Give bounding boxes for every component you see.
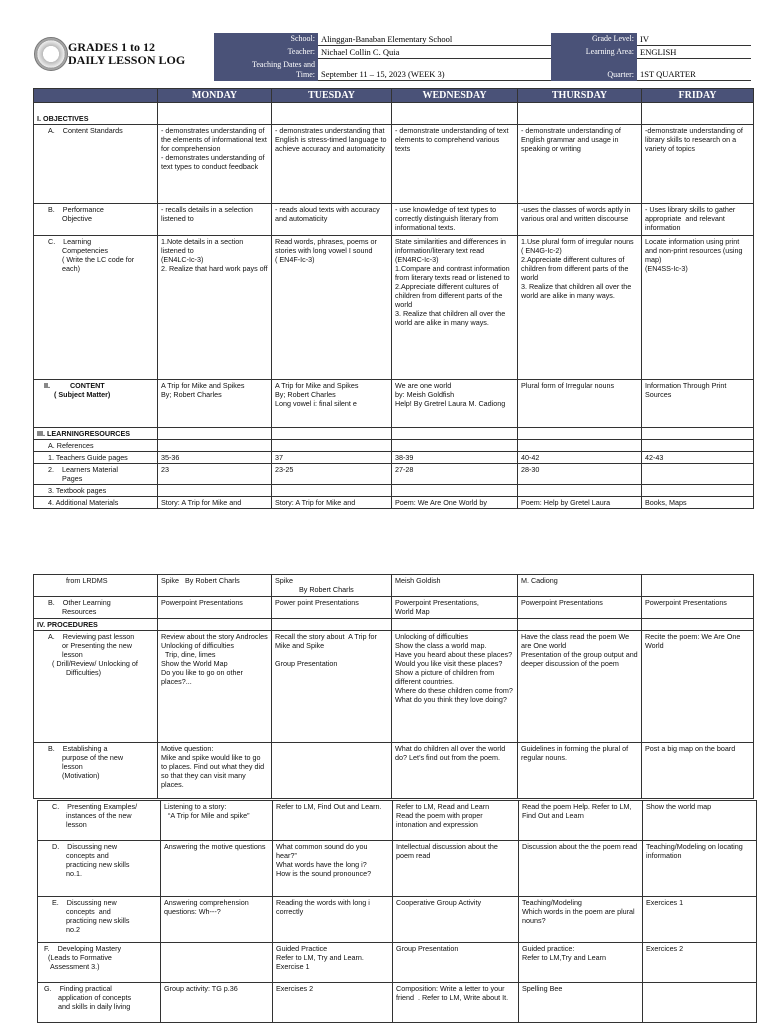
additional-tuesday: Story: A Trip for Mike and	[272, 497, 392, 509]
empty-cell	[642, 440, 754, 452]
day-header-monday: MONDAY	[158, 89, 272, 103]
teacher-label: Teacher:	[214, 46, 318, 59]
tg-monday: 35-36	[158, 452, 272, 464]
content-thursday: Plural form of Irregular nouns	[518, 380, 642, 428]
lesson-table-part3	[37, 800, 757, 1023]
textbook-tuesday	[272, 485, 392, 497]
empty-cell	[272, 103, 392, 125]
competencies-monday: 1.Note details in a section listened to (EN4LC-Ic-3) 2. Realize that hard work pays off	[158, 236, 272, 380]
row-label-lm: 2. Learners Material Pages	[34, 464, 158, 485]
content-monday: A Trip for Mike and Spikes By; Robert Charles	[158, 380, 272, 428]
review-thursday: Have the class read the poem We are One world Presentation of the group output and deeper discussion of the poem	[518, 631, 642, 743]
empty-cell	[518, 103, 642, 125]
lm-thursday: 28-30	[518, 464, 642, 485]
empty-cell	[392, 440, 518, 452]
empty-cell	[158, 428, 272, 440]
discussing2-wednesday: Cooperative Group Activity	[393, 897, 519, 943]
lesson-table-part2	[33, 574, 754, 799]
discussing1-thursday: Discussion about the the poem read	[519, 841, 643, 897]
purpose-monday: Motive question: Mike and spike would like to go to places. Find out what they did so that they can visit many places.	[158, 743, 272, 799]
mastery-monday	[161, 943, 273, 983]
competencies-tuesday: Read words, phrases, poems or stories with long vowel I sound ( EN4F-Ic-3)	[272, 236, 392, 380]
tg-thursday: 40-42	[518, 452, 642, 464]
empty-cell	[642, 619, 754, 631]
finding-monday: Group activity: TG p.36	[161, 983, 273, 1023]
empty-cell	[518, 428, 642, 440]
review-wednesday: Unlocking of difficulties Show the class a world map. Have you heard about these places? Would you like visit these places? Show a picture of children from different countries. Where do these children come from? What do you think they love doing?	[392, 631, 518, 743]
other-tuesday: Power point Presentations	[272, 597, 392, 619]
purpose-friday: Post a big map on the board	[642, 743, 754, 799]
dates-label-2: Time:	[296, 69, 315, 79]
row-label-lrdms: from LRDMS	[34, 575, 158, 597]
references-heading: A. References	[34, 440, 158, 452]
discussing1-tuesday: What common sound do you hear?” What words have the long i? How is the sound pronounce?	[273, 841, 393, 897]
presenting-friday: Show the world map	[643, 801, 757, 841]
empty-cell	[518, 440, 642, 452]
lrdms-thursday: M. Cadiong	[518, 575, 642, 597]
day-header-wednesday: WEDNESDAY	[392, 89, 518, 103]
form-title	[68, 41, 185, 67]
row-label-mastery: F. Developing Mastery (Leads to Formative Assessment 3.)	[38, 943, 161, 983]
additional-monday: Story: A Trip for Mike and	[158, 497, 272, 509]
day-header-friday: FRIDAY	[642, 89, 754, 103]
empty-cell	[272, 619, 392, 631]
row-label-discussing1: D. Discussing new concepts and practicing new skills no.1.	[38, 841, 161, 897]
performance-tuesday: - reads aloud texts with accuracy and automaticity	[272, 204, 392, 236]
quarter-value: 1ST QUARTER	[637, 59, 751, 81]
finding-tuesday: Exercises 2	[273, 983, 393, 1023]
empty-cell	[158, 103, 272, 125]
finding-thursday: Spelling Bee	[519, 983, 643, 1023]
content-standards-tuesday: - demonstrates understanding that English is stress-timed language to achieve accuracy and automaticity	[272, 125, 392, 204]
finding-friday	[643, 983, 757, 1023]
other-thursday: Powerpoint Presentations	[518, 597, 642, 619]
purpose-tuesday	[272, 743, 392, 799]
discussing2-monday: Answering comprehension questions: Wh---?	[161, 897, 273, 943]
row-label-purpose: B. Establishing a purpose of the new lesson (Motivation)	[34, 743, 158, 799]
competencies-wednesday: State similarities and differences in information/literary text read (EN4RC-Ic-3) 1.Compare and contrast information from literary texts read or listened to 2.Appreciate different cultures of children from different parts of the world 3. Realize that children all over the world are alike in many ways.	[392, 236, 518, 380]
lrdms-tuesday: Spike By Robert Charls	[272, 575, 392, 597]
row-label-discussing2: E. Discussing new concepts and practicing new skills no.2	[38, 897, 161, 943]
lm-monday: 23	[158, 464, 272, 485]
row-label-content: II. CONTENT ( Subject Matter)	[34, 380, 158, 428]
discussing1-monday: Answering the motive questions	[161, 841, 273, 897]
header-info-table	[214, 33, 751, 81]
competencies-friday: Locate information using print and non-print resources (using map) (EN4SS-Ic-3)	[642, 236, 754, 380]
school-label: School:	[214, 33, 318, 46]
deped-seal	[34, 37, 68, 71]
other-monday: Powerpoint Presentations	[158, 597, 272, 619]
day-header-thursday: THURSDAY	[518, 89, 642, 103]
presenting-thursday: Read the poem Help. Refer to LM, Find Out and Learn	[519, 801, 643, 841]
mastery-wednesday: Group Presentation	[393, 943, 519, 983]
performance-wednesday: - use knowledge of text types to correctly distinguish literary from informational texts.	[392, 204, 518, 236]
row-label-performance: B. Performance Objective	[34, 204, 158, 236]
competencies-thursday: 1.Use plural form of irregular nouns ( EN4G-Ic-2) 2.Appreciate different cultures of children from different parts of the world 3. Realize that children all over the world are alike in many ways.	[518, 236, 642, 380]
lrdms-monday: Spike By Robert Charls	[158, 575, 272, 597]
performance-thursday: -uses the classes of words aptly in various oral and written discourse	[518, 204, 642, 236]
additional-thursday: Poem: Help by Gretel Laura	[518, 497, 642, 509]
row-label-other-resources: B. Other Learning Resources	[34, 597, 158, 619]
other-friday: Powerpoint Presentations	[642, 597, 754, 619]
textbook-wednesday	[392, 485, 518, 497]
presenting-monday: Listening to a story: “A Trip for Mile and spike”	[161, 801, 273, 841]
review-monday: Review about the story Androcles Unlocking of difficulties Trip, dine, limes Show the World Map Do you like to go on other places?...	[158, 631, 272, 743]
dates-label-1: Teaching Dates and	[252, 59, 315, 69]
tg-friday: 42-43	[642, 452, 754, 464]
review-friday: Recite the poem: We Are One World	[642, 631, 754, 743]
empty-cell	[272, 428, 392, 440]
area-label: Learning Area:	[551, 46, 637, 59]
empty-cell	[392, 428, 518, 440]
empty-cell	[392, 103, 518, 125]
empty-cell	[158, 619, 272, 631]
title-line1: GRADES 1 to 12	[68, 40, 156, 54]
content-friday: Information Through Print Sources	[642, 380, 754, 428]
objectives-heading: I. OBJECTIVES	[34, 103, 158, 125]
resources-heading: III. LEARNINGRESOURCES	[34, 428, 158, 440]
discussing1-wednesday: Intellectual discussion about the poem read	[393, 841, 519, 897]
empty-cell	[272, 440, 392, 452]
content-standards-monday: - demonstrates understanding of the elements of informational text for comprehension - demonstrates understanding of text types to conduct feedback	[158, 125, 272, 204]
row-label-additional: 4. Additional Materials	[34, 497, 158, 509]
content-tuesday: A Trip for Mike and Spikes By; Robert Charles Long vowel i: final silent e	[272, 380, 392, 428]
tg-wednesday: 38-39	[392, 452, 518, 464]
performance-friday: - Uses library skills to gather appropriate and relevant information	[642, 204, 754, 236]
empty-cell	[392, 619, 518, 631]
additional-wednesday: Poem: We Are One World by	[392, 497, 518, 509]
dates-value: September 11 – 15, 2023 (WEEK 3)	[318, 59, 551, 81]
quarter-label: Quarter:	[551, 59, 637, 81]
finding-wednesday: Composition: Write a letter to your friend . Refer to LM, Write about It.	[393, 983, 519, 1023]
content-standards-friday: -demonstrate understanding of library skills to research on a variety of topics	[642, 125, 754, 204]
lesson-table-part1	[33, 88, 754, 509]
procedures-heading: IV. PROCEDURES	[34, 619, 158, 631]
title-line2: DAILY LESSON LOG	[68, 53, 186, 67]
mastery-tuesday: Guided Practice Refer to LM, Try and Learn. Exercise 1	[273, 943, 393, 983]
dates-label	[214, 59, 318, 81]
mastery-friday: Exercices 2	[643, 943, 757, 983]
row-label-review: A. Reviewing past lesson or Presenting the new lesson ( Drill/Review/ Unlocking of Difficulties)	[34, 631, 158, 743]
grade-value: IV	[637, 33, 751, 46]
lrdms-wednesday: Meish Goldish	[392, 575, 518, 597]
empty-cell	[518, 619, 642, 631]
content-standards-thursday: - demonstrate understanding of English grammar and usage in speaking or writing	[518, 125, 642, 204]
row-label-presenting: C. Presenting Examples/ instances of the new lesson	[38, 801, 161, 841]
additional-friday: Books, Maps	[642, 497, 754, 509]
empty-cell	[158, 440, 272, 452]
area-value: ENGLISH	[637, 46, 751, 59]
mastery-thursday: Guided practice: Refer to LM,Try and Learn	[519, 943, 643, 983]
row-label-tg: 1. Teachers Guide pages	[34, 452, 158, 464]
lrdms-friday	[642, 575, 754, 597]
corner-cell	[34, 89, 158, 103]
textbook-monday	[158, 485, 272, 497]
discussing2-thursday: Teaching/Modeling Which words in the poem are plural nouns?	[519, 897, 643, 943]
discussing1-friday: Teaching/Modeling on locating information	[643, 841, 757, 897]
lm-friday	[642, 464, 754, 485]
content-wednesday: We are one world by: Meish Goldfish Help! By Gretrel Laura M. Cadiong	[392, 380, 518, 428]
empty-cell	[642, 103, 754, 125]
tg-tuesday: 37	[272, 452, 392, 464]
textbook-friday	[642, 485, 754, 497]
row-label-finding: G. Finding practical application of concepts and skills in daily living	[38, 983, 161, 1023]
other-wednesday: Powerpoint Presentations, World Map	[392, 597, 518, 619]
content-standards-wednesday: - demonstrate understanding of text elements to comprehend various texts	[392, 125, 518, 204]
teacher-value: Nichael Collin C. Quia	[318, 46, 551, 59]
presenting-tuesday: Refer to LM, Find Out and Learn.	[273, 801, 393, 841]
empty-cell	[642, 428, 754, 440]
discussing2-tuesday: Reading the words with long i correctly	[273, 897, 393, 943]
row-label-textbook: 3. Textbook pages	[34, 485, 158, 497]
purpose-wednesday: What do children all over the world do? Let’s find out from the poem.	[392, 743, 518, 799]
performance-monday: - recalls details in a selection listened to	[158, 204, 272, 236]
day-header-tuesday: TUESDAY	[272, 89, 392, 103]
lm-tuesday: 23-25	[272, 464, 392, 485]
grade-label: Grade Level:	[551, 33, 637, 46]
textbook-thursday	[518, 485, 642, 497]
purpose-thursday: Guidelines in forming the plural of regular nouns.	[518, 743, 642, 799]
row-label-competencies: C. Learning Competencies ( Write the LC code for each)	[34, 236, 158, 380]
review-tuesday: Recall the story about A Trip for Mike and Spike Group Presentation	[272, 631, 392, 743]
presenting-wednesday: Refer to LM, Read and Learn Read the poem with proper intonation and expression	[393, 801, 519, 841]
school-value: Alinggan-Banaban Elementary School	[318, 33, 551, 46]
lm-wednesday: 27-28	[392, 464, 518, 485]
discussing2-friday: Exercices 1	[643, 897, 757, 943]
row-label-content-standards: A. Content Standards	[34, 125, 158, 204]
